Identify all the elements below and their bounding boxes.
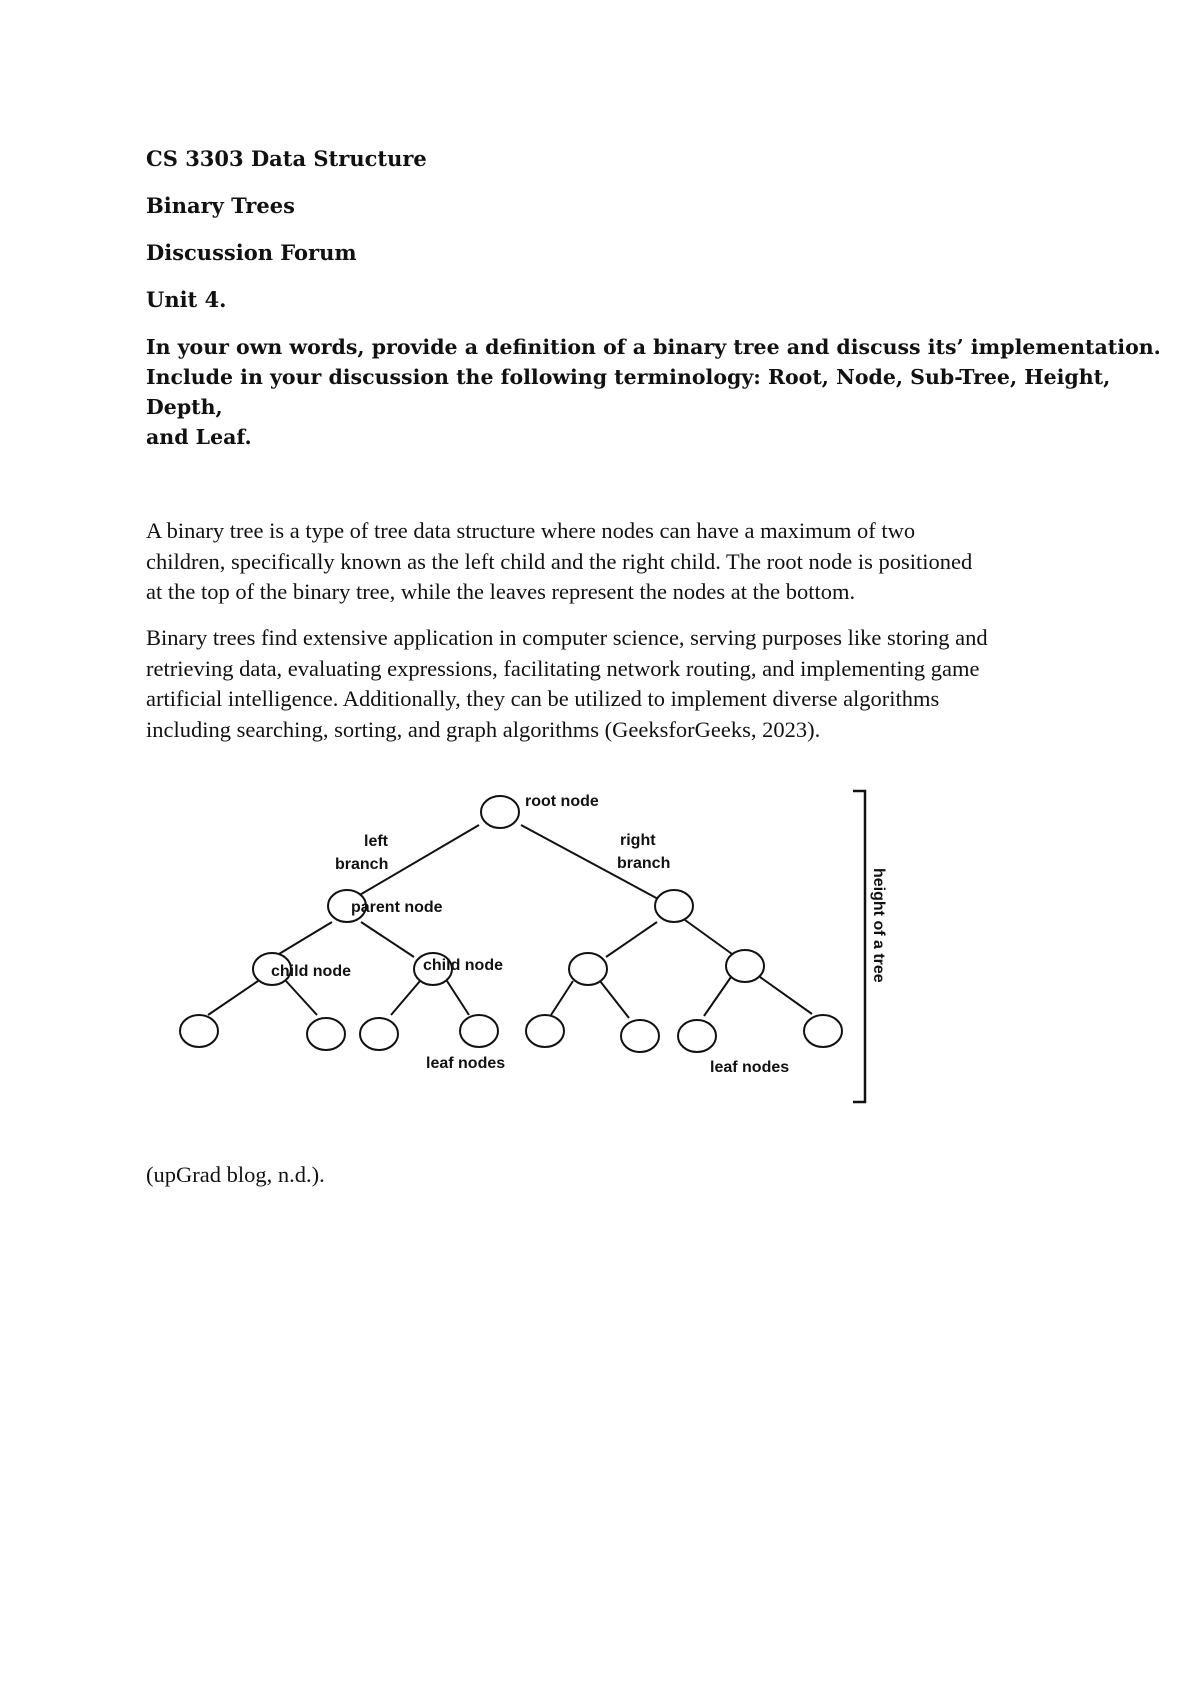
topic-title: Binary Trees: [146, 193, 295, 218]
height-of-tree-label: height of a tree: [870, 868, 887, 983]
edge: [600, 981, 629, 1018]
paragraph-line: at the top of the binary tree, while the leaves represent the nodes at the bottom.: [146, 579, 856, 604]
leaf-node: [621, 1020, 659, 1052]
left-branch-label: left: [364, 833, 388, 850]
paragraph-line: Binary trees find extensive application in computer science, serving purposes like storing and: [146, 625, 988, 650]
edge: [208, 981, 258, 1015]
tree-node: [726, 950, 764, 982]
paragraph-line: A binary tree is a type of tree data structure where nodes can have a maximum of two: [146, 518, 916, 543]
child-node-label: child node: [271, 963, 351, 980]
prompt-line: Depth,: [146, 395, 223, 419]
leaf-node: [307, 1018, 345, 1050]
leaf-node: [180, 1015, 218, 1047]
tree-nodes: [180, 796, 842, 1052]
tree-node: [569, 953, 607, 985]
child-node-label: child node: [423, 957, 503, 974]
prompt-line: Include in your discussion the following terminology: Root, Node, Sub-Tree, Height,: [146, 365, 1111, 389]
leaf-nodes-label: leaf nodes: [710, 1059, 790, 1076]
edge: [286, 981, 317, 1015]
paragraph-line: retrieving data, evaluating expressions, facilitating network routing, and implementing game: [146, 655, 980, 681]
edge: [606, 922, 657, 957]
leaf-node: [460, 1015, 498, 1047]
leaf-nodes-label: leaf nodes: [426, 1055, 506, 1072]
prompt-line: In your own words, provide a definition of a binary tree and discuss its’ implementation.: [146, 335, 1161, 359]
left-branch-label: branch: [335, 856, 389, 873]
leaf-node: [678, 1020, 716, 1052]
right-branch-label: branch: [617, 855, 671, 872]
leaf-node: [804, 1015, 842, 1047]
edge: [685, 920, 732, 954]
course-title: CS 3303 Data Structure: [146, 146, 427, 171]
tree-node: [655, 890, 693, 922]
prompt-line: and Leaf.: [146, 425, 252, 449]
forum-title: Discussion Forum: [146, 240, 357, 265]
root-node-label: root node: [525, 793, 599, 810]
edge: [391, 981, 420, 1015]
edge: [274, 922, 332, 957]
tree-edges: [208, 825, 812, 1018]
parent-node-label: parent node: [351, 899, 443, 916]
paragraph-line: artificial intelligence. Additionally, they can be utilized to implement diverse algorithms: [146, 686, 940, 711]
edge: [361, 922, 414, 957]
right-branch-label: right: [620, 832, 656, 849]
edge: [704, 977, 731, 1016]
unit-title: Unit 4.: [146, 287, 227, 312]
edge: [551, 981, 573, 1015]
height-bracket: [853, 791, 865, 1102]
paragraph-line: including searching, sorting, and graph algorithms (GeeksforGeeks, 2023).: [146, 716, 821, 742]
leaf-node: [526, 1015, 564, 1047]
paragraph-line: children, specifically known as the left child and the right child. The root node is positioned: [146, 548, 973, 574]
citation: (upGrad blog, n.d.).: [146, 1162, 325, 1187]
edge: [447, 981, 469, 1015]
root-node: [481, 796, 519, 828]
edge: [760, 977, 812, 1014]
leaf-node: [360, 1018, 398, 1050]
